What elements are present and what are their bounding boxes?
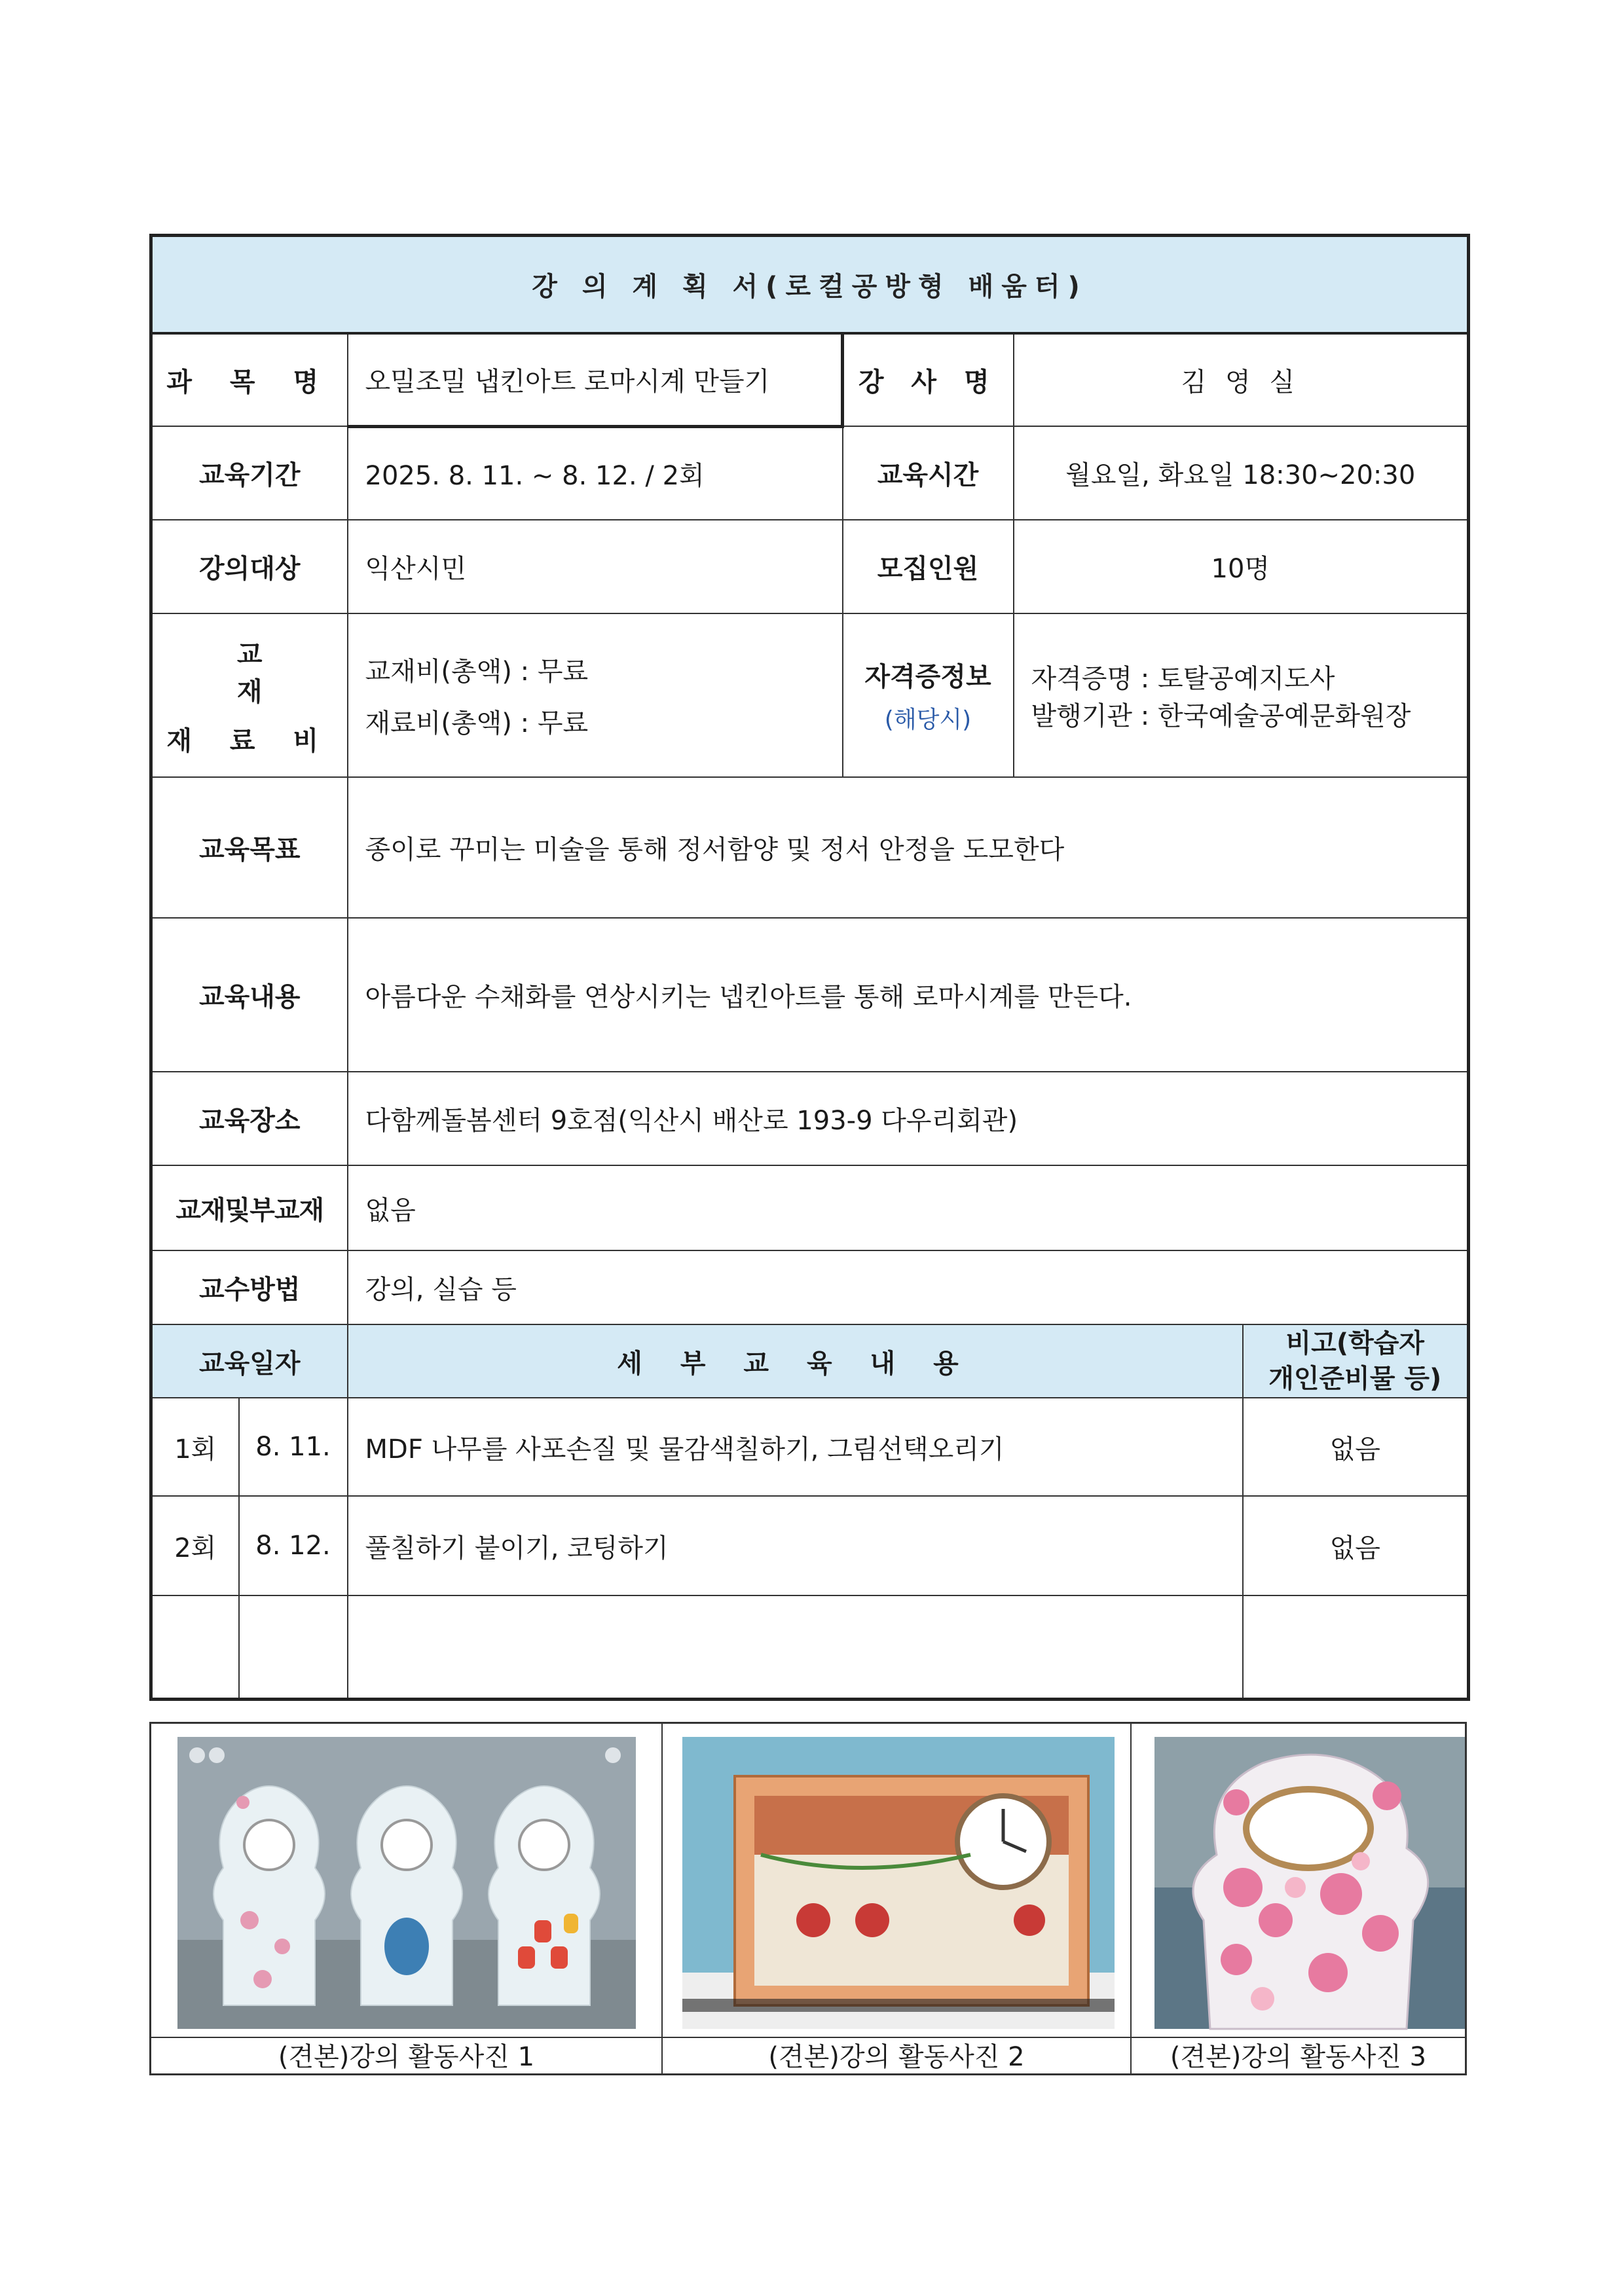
supplies-label: 교재및부교재 xyxy=(151,1165,348,1250)
time-value: 월요일, 화요일 18:30~20:30 xyxy=(1014,426,1469,520)
activity-photo-2 xyxy=(663,1724,1132,2037)
cert-label: 자격증정보 xyxy=(864,662,991,692)
method-value: 강의, 실습 등 xyxy=(348,1250,1469,1324)
instructor-value: 김 영 실 xyxy=(1014,333,1469,426)
recruit-value: 10명 xyxy=(1014,520,1469,613)
material-fee: 재료비(총액) : 무료 xyxy=(365,708,589,738)
detail-header: 세 부 교 육 내 용 xyxy=(348,1324,1243,1398)
note-header xyxy=(1243,1324,1469,1398)
subject-label: 과 목 명 xyxy=(151,333,348,426)
material-label-line-1: 교 재 xyxy=(236,639,322,707)
note-header-line-2: 개인준비물 등) xyxy=(1268,1364,1442,1394)
document-title: 강 의 계 획 서(로컬공방형 배움터) xyxy=(151,236,1469,334)
table-row-empty xyxy=(151,1595,1469,1699)
empty-cell xyxy=(239,1595,348,1699)
table-row xyxy=(151,1398,1469,1496)
detail-cell: 풀칠하기 붙이기, 코팅하기 xyxy=(348,1496,1243,1595)
cert-sub-label: (해당시) xyxy=(884,706,972,733)
empty-cell xyxy=(348,1595,1243,1699)
activity-photo-1 xyxy=(151,1724,663,2037)
method-label: 교수방법 xyxy=(151,1250,348,1324)
empty-cell xyxy=(151,1595,239,1699)
content-label: 교육내용 xyxy=(151,918,348,1072)
goal-label: 교육목표 xyxy=(151,777,348,918)
goal-value: 종이로 꾸미는 미술을 통해 정서함양 및 정서 안정을 도모한다 xyxy=(348,777,1469,918)
target-value: 익산시민 xyxy=(348,520,843,613)
session-cell: 1회 xyxy=(151,1398,239,1496)
date-cell: 8. 11. xyxy=(239,1398,348,1496)
target-label: 강의대상 xyxy=(151,520,348,613)
activity-photo-3 xyxy=(1132,1724,1465,2037)
material-label-line-2: 재 료 비 xyxy=(166,725,333,756)
lecture-plan-table xyxy=(149,234,1470,1701)
subject-value: 오밀조밀 냅킨아트 로마시계 만들기 xyxy=(348,333,843,426)
note-cell: 없음 xyxy=(1243,1398,1469,1496)
period-value: 2025. 8. 11. ~ 8. 12. / 2회 xyxy=(348,426,843,520)
date-cell: 8. 12. xyxy=(239,1496,348,1595)
table-row xyxy=(151,1496,1469,1595)
session-cell: 2회 xyxy=(151,1496,239,1595)
date-header: 교육일자 xyxy=(151,1324,348,1398)
place-label: 교육장소 xyxy=(151,1072,348,1165)
place-value: 다함께돌봄센터 9호점(익산시 배산로 193-9 다우리회관) xyxy=(348,1072,1469,1165)
cert-issuer: 발행기관 : 한국예술공예문화원장 xyxy=(1031,701,1411,731)
detail-cell: MDF 나무를 사포손질 및 물감색칠하기, 그림선택오리기 xyxy=(348,1398,1243,1496)
cert-info-cell xyxy=(1014,613,1469,777)
material-fee-cell xyxy=(348,613,843,777)
note-header-line-1: 비고(학습자 xyxy=(1285,1328,1425,1358)
material-label xyxy=(151,613,348,777)
activity-photos xyxy=(149,1722,1467,2075)
supplies-value: 없음 xyxy=(348,1165,1469,1250)
lecture-plan-sheet xyxy=(149,234,1467,1701)
cert-name: 자격증명 : 토탈공예지도사 xyxy=(1031,664,1335,694)
photo-caption-1: (견본)강의 활동사진 1 xyxy=(151,2037,663,2075)
content-value: 아름다운 수채화를 연상시키는 넵킨아트를 통해 로마시계를 만든다. xyxy=(348,918,1469,1072)
photo-caption-3: (견본)강의 활동사진 3 xyxy=(1132,2037,1465,2075)
instructor-label: 강 사 명 xyxy=(843,333,1014,426)
photo-caption-2: (견본)강의 활동사진 2 xyxy=(663,2037,1132,2075)
empty-cell xyxy=(1243,1595,1469,1699)
note-cell: 없음 xyxy=(1243,1496,1469,1595)
textbook-fee: 교재비(총액) : 무료 xyxy=(365,657,589,687)
period-label: 교육기간 xyxy=(151,426,348,520)
time-label: 교육시간 xyxy=(843,426,1014,520)
recruit-label: 모집인원 xyxy=(843,520,1014,613)
cert-label-cell xyxy=(843,613,1014,777)
